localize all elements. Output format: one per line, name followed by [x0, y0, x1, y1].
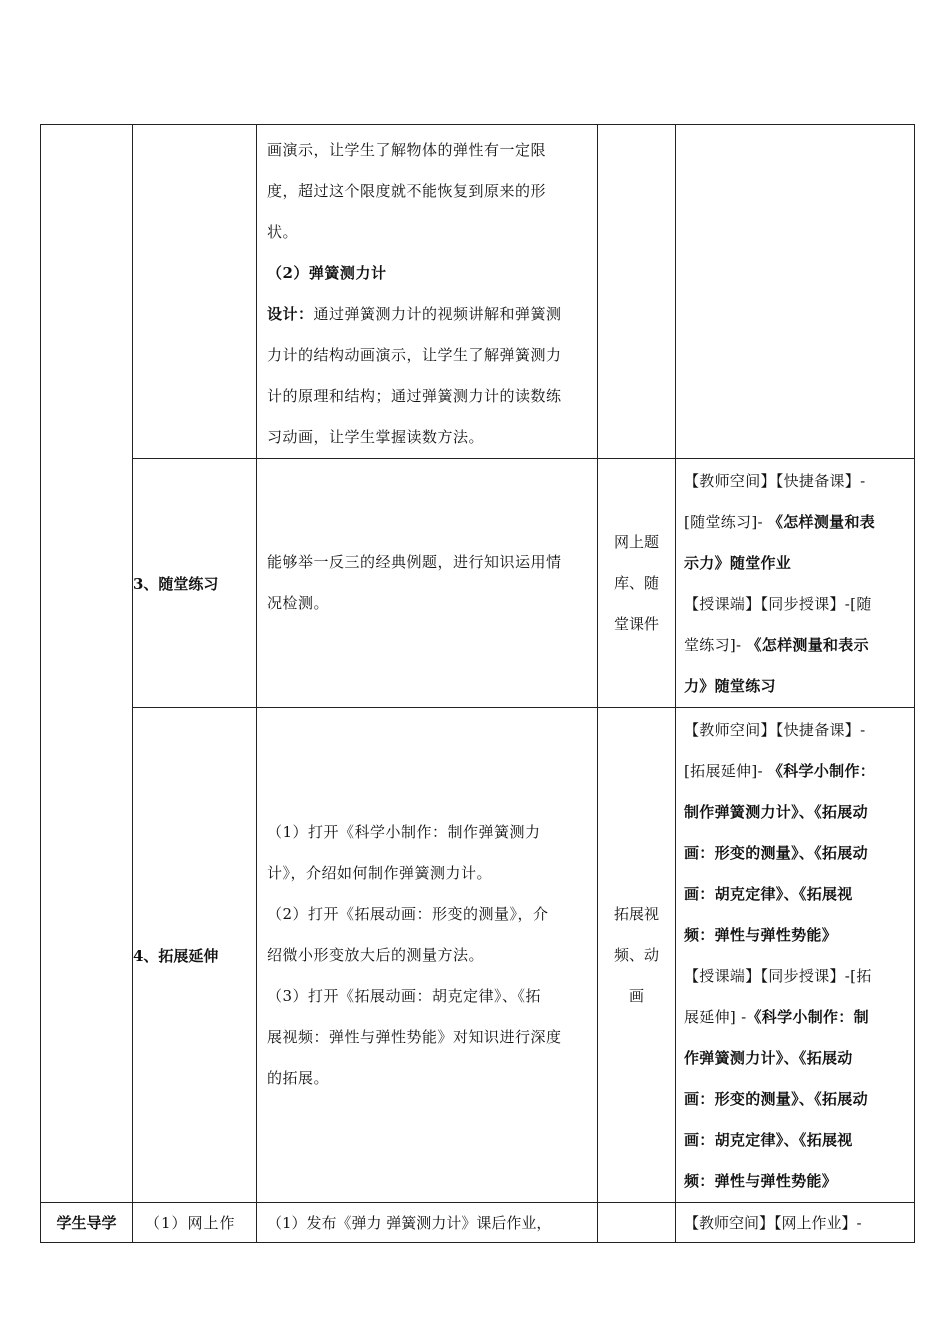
stage-cell: 3、随堂练习	[133, 459, 257, 708]
resource-line: 【教师空间】【快捷备课】-	[684, 472, 866, 490]
resource-line: 【教师空间】【快捷备课】-	[684, 721, 866, 739]
design-text: 力计的结构动画演示，让学生了解弹簧测力	[267, 346, 562, 364]
resource-link-text: 作弹簧测力计》、《拓展动	[684, 1049, 853, 1067]
stage-cell: 4、拓展延伸	[133, 708, 257, 1203]
content-line: 计》，介绍如何制作弹簧测力计。	[267, 863, 493, 882]
table-row	[41, 708, 915, 1203]
stage-cell-empty	[133, 125, 257, 459]
media-line: 网上题	[613, 532, 659, 551]
content-line: 的拓展。	[267, 1068, 330, 1087]
design-text: 计的原理和结构；通过弹簧测力计的读数练	[267, 387, 562, 405]
content-line: 绍微小形变放大后的测量方法。	[267, 945, 485, 964]
resource-link-text: 《怎样测量和表	[767, 513, 876, 531]
table-row	[41, 125, 915, 459]
resource-cell	[676, 708, 915, 1203]
resource-line: 堂练习]-	[684, 636, 747, 654]
resource-link-text: 画：胡克定律》、《拓展视	[684, 1131, 853, 1149]
resource-link-text: 频：弹性与弹性势能》	[684, 1172, 838, 1190]
design-text: 习动画，让学生掌握读数方法。	[267, 428, 485, 446]
resource-link-text: 《科学小制作：制	[746, 1008, 869, 1026]
table-row	[41, 1203, 915, 1243]
content-line: 画演示，让学生了解物体的弹性有一定限	[267, 141, 547, 159]
content-line: 度，超过这个限度就不能恢复到原来的形	[267, 182, 547, 200]
media-cell	[598, 459, 676, 708]
resource-cell: 【教师空间】【网上作业】-	[676, 1203, 915, 1243]
design-text: 通过弹簧测力计的视频讲解和弹簧测	[313, 305, 562, 323]
resource-link-text: 频：弹性与弹性势能》	[684, 926, 838, 944]
resource-line: 展延伸] -	[684, 1008, 747, 1026]
content-line: （3）打开《拓展动画：胡克定律》、《拓	[267, 986, 542, 1005]
resource-link-text: 画：形变的测量》、《拓展动	[684, 844, 868, 862]
content-cell	[257, 708, 598, 1203]
content-line: 况检测。	[267, 594, 330, 612]
table-row	[41, 459, 915, 708]
content-line: （2）打开《拓展动画：形变的测量》，介	[267, 904, 549, 923]
content-line: 展视频：弹性与弹性势能》对知识进行深度	[267, 1027, 562, 1046]
content-cell	[257, 125, 598, 459]
section-cell: 学生导学	[41, 1203, 133, 1243]
content-line: 能够举一反三的经典例题，进行知识运用情	[267, 553, 562, 571]
resource-link-text: 示力》随堂作业	[684, 554, 792, 572]
content-cell: （1）发布《弹力 弹簧测力计》课后作业，	[257, 1203, 598, 1243]
media-line: 频、动	[613, 945, 659, 964]
media-cell-empty	[598, 1203, 676, 1243]
section-cell-empty	[41, 125, 133, 1203]
resource-cell	[676, 459, 915, 708]
resource-link-text: 《怎样测量和表示	[746, 636, 869, 654]
resource-link-text: 画：形变的测量》、《拓展动	[684, 1090, 868, 1108]
design-label: 设计：	[267, 305, 314, 323]
content-line: 状。	[267, 223, 299, 241]
content-cell	[257, 459, 598, 708]
resource-link-text: 制作弹簧测力计》、《拓展动	[684, 803, 868, 821]
media-cell-empty	[598, 125, 676, 459]
resource-line: 【授课端】【同步授课】-[随	[684, 595, 872, 613]
media-line: 堂课件	[613, 614, 659, 633]
resource-link-text: 力》随堂练习	[684, 677, 776, 695]
lesson-plan-table	[40, 124, 915, 1243]
media-line: 拓展视	[613, 904, 659, 923]
stage-cell: （1）网上作	[133, 1203, 257, 1243]
resource-link-text: 《科学小制作：	[767, 762, 876, 780]
content-line: （1）打开《科学小制作：制作弹簧测力	[267, 822, 541, 841]
resource-line: 【授课端】【同步授课】-[拓	[684, 967, 872, 985]
media-cell	[598, 708, 676, 1203]
resource-line: [随堂练习]-	[684, 513, 768, 531]
subheading: （2）弹簧测力计	[267, 264, 387, 282]
resource-cell-empty	[676, 125, 915, 459]
media-line: 库、随	[613, 573, 659, 592]
media-line: 画	[628, 986, 644, 1005]
resource-line: [拓展延伸]-	[684, 762, 768, 780]
resource-link-text: 画：胡克定律》、《拓展视	[684, 885, 853, 903]
